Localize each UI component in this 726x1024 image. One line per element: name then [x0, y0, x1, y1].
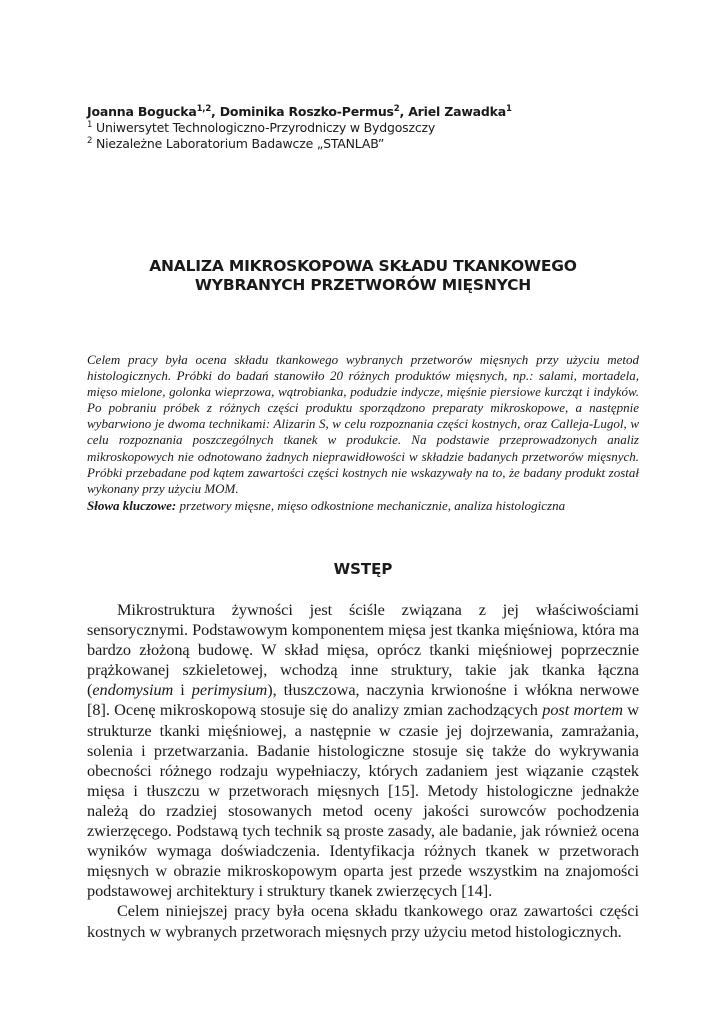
paragraph-1-part-b: i	[173, 680, 192, 700]
keywords	[87, 498, 639, 514]
paragraph-1-part-d: w strukturze tkanki mięśniowej, a następnie w czasie jej dojrzewania, zamrażania, solenia i przetwarzania. Badanie histologiczne stosuje się także do wykrywania obecności różnego rodzaju wypełniaczy, których zadaniem jest wiązanie cząstek mięsa i tłuszczu w przetworach mięsnych [15]. Metody histologiczne jednakże należą do rzadziej stosowanych metod oceny jakości surowców pochodzenia zwierzęcego. Podstawą tych technik są proste zasady, ale badanie, jak również ocena wyników wymaga doświadczenia. Identyfikacja różnych tkanek w przetworach mięsnych w obrazie mikroskopowym oparta jest przede wszystkim na znajomości podstawowej architektury i struktury tkanek zwierzęcych [14].	[87, 700, 639, 901]
term-perimysium: perimysium	[191, 680, 268, 700]
paragraph-1	[87, 600, 639, 901]
affiliation-2-text: Niezależne Laboratorium Badawcze „STANLAB”	[92, 136, 385, 151]
affiliation-2	[87, 136, 647, 152]
author-3-affil-sup: 1	[506, 104, 512, 114]
affiliation-1-text: Uniwersytet Technologiczno-Przyrodniczy w Bydgoszczy	[92, 120, 436, 135]
author-3: Ariel Zawadka	[408, 104, 507, 119]
author-1: Joanna Bogucka	[87, 104, 197, 119]
paragraph-1-part-a: Mikrostruktura żywności jest ściśle związana z jej właściwościami sensorycznymi. Podstawowym komponentem mięsa jest tkanka mięśniowa, która ma bardzo złożoną budowę. W skład mięsa, oprócz tkanki mięśniowej poprzecznie prążkowanej szkieletowej, wchodzą inne struktury, takie jak tkanka łączna (	[87, 600, 639, 700]
author-separator: ,	[399, 104, 409, 119]
author-block	[87, 104, 647, 152]
keywords-label: Słowa kluczowe:	[87, 498, 177, 513]
affiliation-2-sup: 2	[87, 136, 93, 146]
body-text	[87, 600, 639, 942]
author-2-affil-sup: 2	[393, 104, 400, 114]
author-names	[87, 104, 647, 120]
paragraph-1-part-c: ), tłuszczowa, naczynia krwionośne i włókna nerwowe [8]. Ocenę mikroskopową stosuje się do analizy zmian zachodzących	[87, 680, 639, 720]
author-separator: ,	[211, 104, 220, 119]
paragraph-2: Celem niniejszej pracy była ocena składu tkankowego oraz zawartości części kostnych w wybranych przetworach mięsnych przy użyciu metod histologicznych.	[87, 901, 639, 941]
author-1-affil-sup: 1,2	[196, 104, 212, 114]
term-post-mortem: post mortem	[542, 700, 623, 720]
abstract: Celem pracy była ocena składu tkankowego wybranych przetworów mięsnych przy użyciu metod histologicznych. Próbki do badań stanowiło 20 różnych produktów mięsnych, np.: salami, mortadela, mięso mielone, golonka wieprzowa, wątrobianka, podudzie indycze, mięśnie piersiowe kurcząt i indyków. Po pobraniu próbek z różnych części produktu sporządzono preparaty mikroskopowe, a następnie wybarwiono je dwoma technikami: Alizarin S, w celu rozpoznania części kostnych, oraz Calleja-Lugol, w celu rozpoznania poszczególnych tkanek w produkcie. Na podstawie przeprowadzonych analiz mikroskopowych nie odnotowano żadnych nieprawidłowości w składzie badanych przetworów mięsnych. Próbki przebadane pod kątem zawartości części kostnych nie wskazywały na to, że badany produkt został wykonany przy użyciu MOM.	[87, 352, 639, 496]
keywords-text: przetwory mięsne, mięso odkostnione mechanicznie, analiza histologiczna	[176, 498, 566, 513]
section-heading-intro: WSTĘP	[333, 560, 393, 578]
term-endomysium: endomysium	[92, 680, 174, 700]
title-line-2: WYBRANYCH PRZETWORÓW MIĘSNYCH	[194, 276, 532, 294]
affiliation-1-sup: 1	[87, 120, 93, 130]
author-2: Dominika Roszko-Permus	[219, 104, 394, 119]
affiliation-1	[87, 120, 647, 136]
paper-title	[87, 257, 639, 295]
title-line-1: ANALIZA MIKROSKOPOWA SKŁADU TKANKOWEGO	[149, 257, 577, 275]
